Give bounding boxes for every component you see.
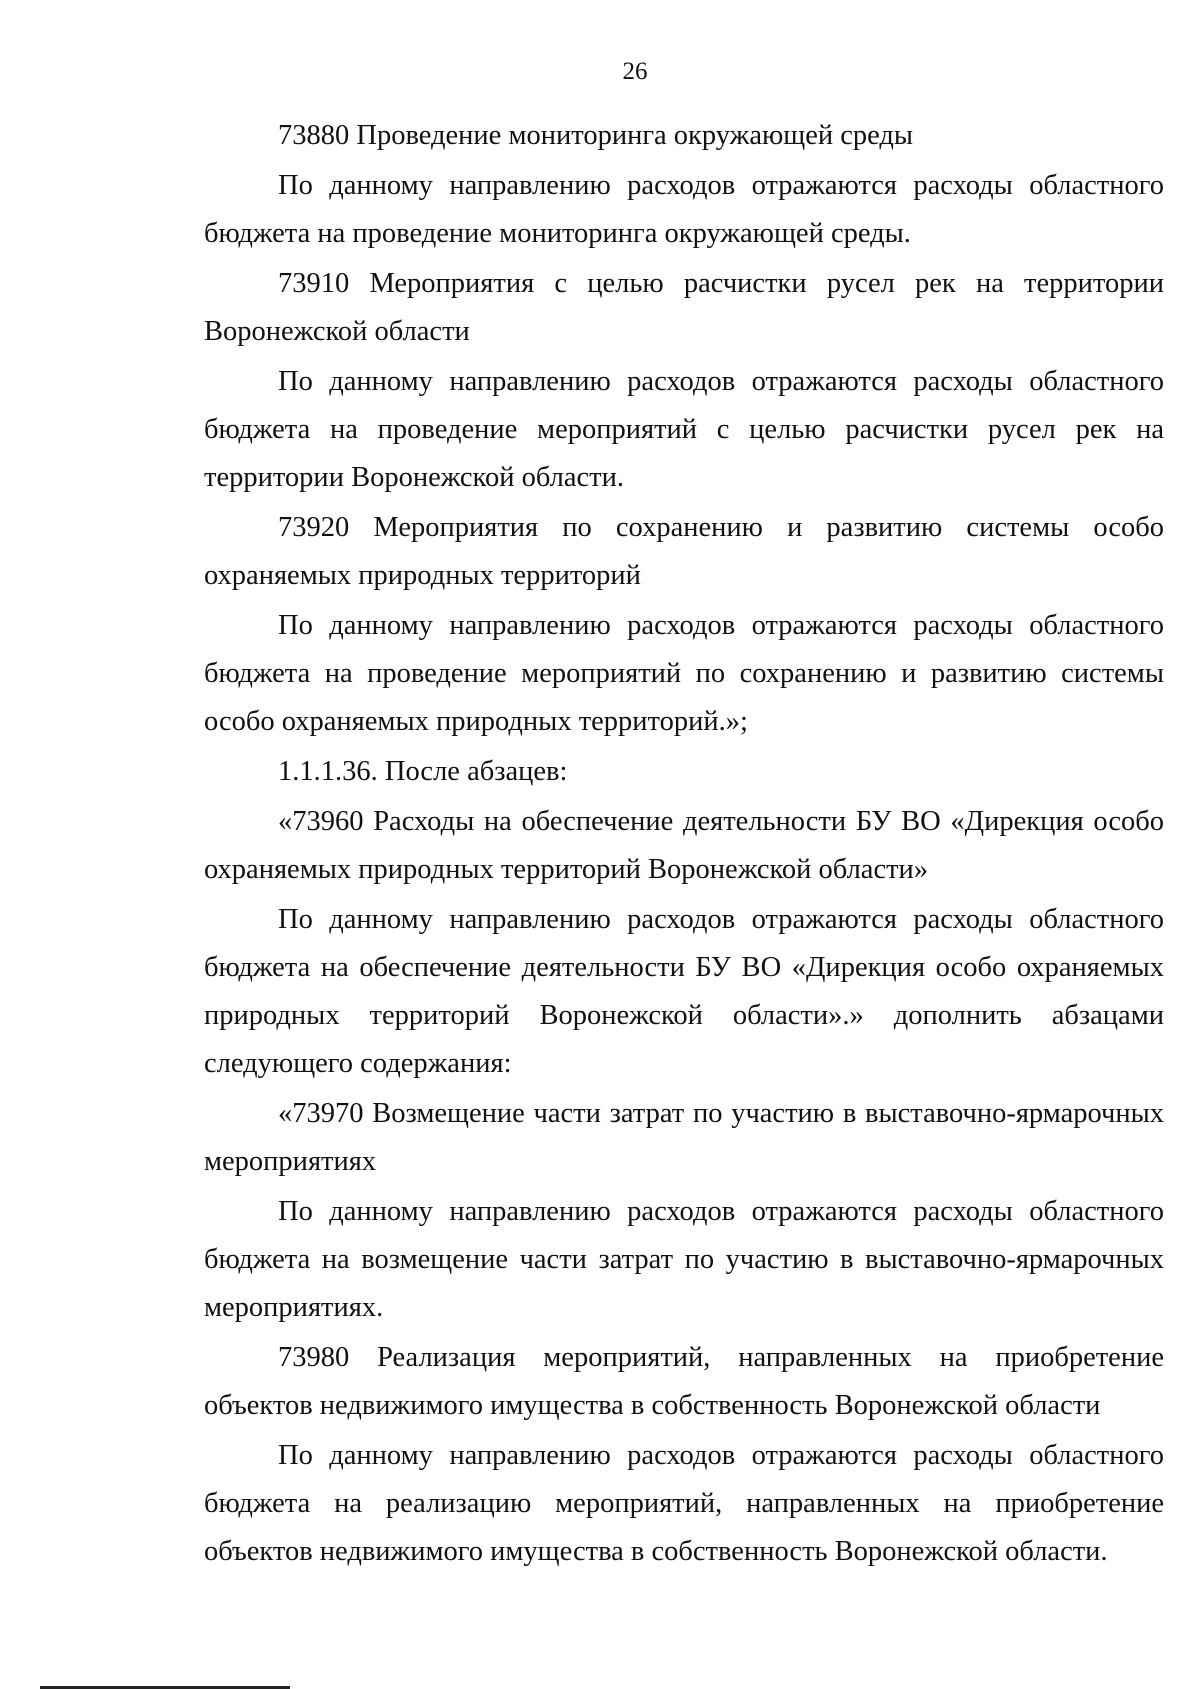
paragraph-heading-73980: 73980 Реализация мероприятий, направленных на приобретение объектов недвижимого имущества в собственность Воронежской области — [204, 1342, 1164, 1421]
paragraph-heading-73910: 73910 Мероприятия с целью расчистки русел рек на территории Воронежской области — [204, 268, 1164, 347]
paragraph-text: По данному направлению расходов отражаются расходы областного бюджета на реализацию мероприятий, направленных на приобретение объектов недвижимого имущества в собственность Воронежской области. — [204, 1440, 1164, 1567]
paragraph-clause: 1.1.1.36. После абзацев: — [278, 756, 568, 787]
paragraph-text: По данному направлению расходов отражаются расходы областного бюджета на обеспечение деятельности БУ ВО «Дирекция особо охраняемых природных территорий Воронежской области».» дополнить абзацами следующего содержания: — [204, 904, 1164, 1079]
paragraph-heading-73880: 73880 Проведение мониторинга окружающей среды — [278, 120, 914, 151]
paragraph-text: По данному направлению расходов отражаются расходы областного бюджета на проведение мониторинга окружающей среды. — [204, 170, 1164, 249]
paragraph-text: По данному направлению расходов отражаются расходы областного бюджета на возмещение части затрат по участию в выставочно-ярмарочных мероприятиях. — [204, 1196, 1164, 1323]
paragraph-heading-73920: 73920 Мероприятия по сохранению и развитию системы особо охраняемых природных территорий — [204, 512, 1164, 591]
page-number: 26 — [622, 58, 648, 85]
paragraph-text: По данному направлению расходов отражаются расходы областного бюджета на проведение мероприятий с целью расчистки русел рек на территории Воронежской области. — [204, 366, 1164, 493]
paragraph-heading-73970: «73970 Возмещение части затрат по участию в выставочно-ярмарочных мероприятиях — [204, 1098, 1164, 1177]
paragraph-heading-73960: «73960 Расходы на обеспечение деятельности БУ ВО «Дирекция особо охраняемых природных территорий Воронежской области» — [204, 806, 1164, 885]
document-body — [204, 112, 1164, 1578]
paragraph-text: По данному направлению расходов отражаются расходы областного бюджета на проведение мероприятий по сохранению и развитию системы особо охраняемых природных территорий.»; — [204, 610, 1164, 737]
